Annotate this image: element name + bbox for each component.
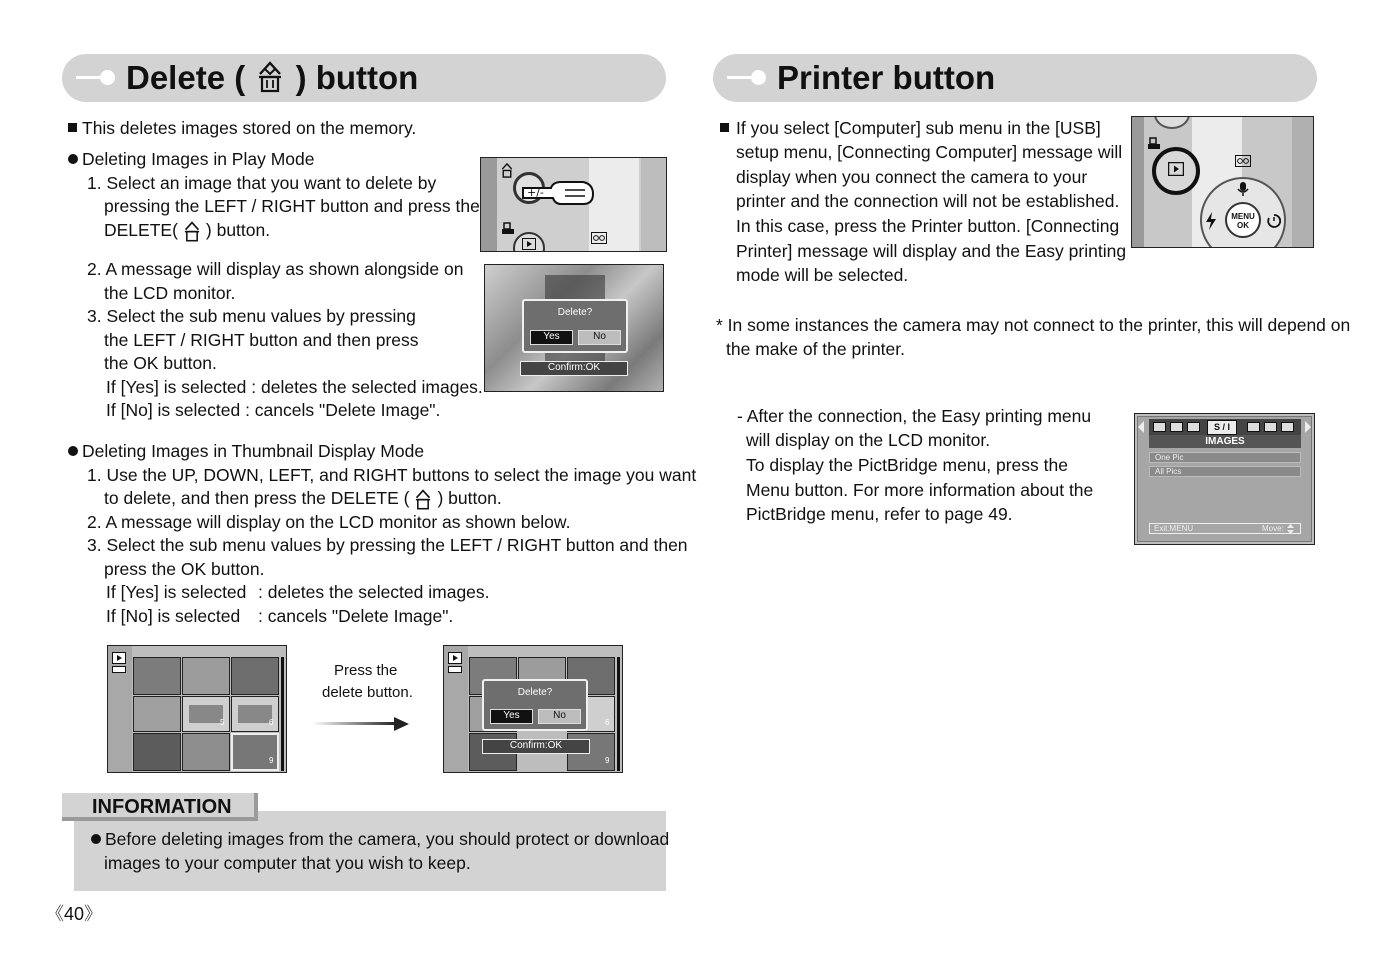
no-button: No (578, 330, 621, 345)
lcd-thumbnail-screen (107, 645, 287, 773)
play-icon (1168, 162, 1184, 176)
intro-line (68, 116, 416, 140)
thumb-cell (182, 657, 230, 695)
menu-label: MENU (1231, 212, 1255, 221)
intro-text: This deletes images stored on the memory. (82, 118, 417, 138)
title-part-a: Delete ( (126, 59, 246, 96)
play-mode-heading-text: Deleting Images in Play Mode (82, 149, 315, 169)
thumb-no-desc: : cancels "Delete Image". (258, 606, 454, 626)
camera-edge (1132, 117, 1144, 248)
printer-icon (501, 222, 515, 236)
play-icon (522, 238, 536, 250)
printer-p1-line: display when you connect the camera to your (736, 167, 1088, 187)
delete-section-banner (62, 54, 666, 102)
play-step1-line3b: ) button. (205, 220, 271, 240)
thumb-step2: 2. A message will display on the LCD monitor as shown below. (87, 512, 571, 532)
yes-button: Yes (490, 709, 533, 724)
printer-p1-line0 (720, 116, 734, 140)
thumb-scrollbar (617, 657, 620, 771)
lcd-easy-print-menu (1134, 413, 1315, 545)
printer-section-banner (713, 54, 1317, 102)
thumb-cell (231, 657, 279, 695)
up-down-arrow-icon (1287, 524, 1294, 534)
tv-icon (1235, 155, 1251, 167)
move-hint: Move: (1262, 524, 1284, 533)
banner-dash (76, 76, 102, 79)
menu-item-one-pic: One Pic (1149, 452, 1301, 463)
thumb-cell (133, 696, 181, 732)
camera-body-right (641, 158, 667, 252)
thumb-step1-line2a: to delete, and then press the DELETE ( (104, 488, 410, 508)
thumb-trash-placeholder (238, 705, 272, 723)
press-caption-line1: Press the (334, 662, 398, 679)
thumb-step3-line1: 3. Select the sub menu values by pressing the LEFT / RIGHT button and then (87, 535, 688, 555)
printer-p1-line: printer and the connection will not be established. (736, 191, 1120, 211)
banner-dot (100, 70, 115, 85)
play-no-line: If [No] is selected : cancels "Delete Image". (106, 400, 441, 420)
thumb-step1-line1: 1. Use the UP, DOWN, LEFT, and RIGHT buttons to select the image you want (87, 465, 697, 485)
play-step3-line1: 3. Select the sub menu values by pressing (87, 306, 416, 326)
play-icon (112, 652, 126, 664)
no-button: No (538, 709, 581, 724)
thumb-step3-line2: press the OK button. (104, 559, 265, 579)
information-label: INFORMATION (92, 796, 232, 818)
tab-left-arrow-icon (1138, 421, 1144, 433)
play-step3-line3: the OK button. (104, 353, 217, 373)
thumb-number: 9 (605, 756, 610, 765)
printer-p1-line: mode will be selected. (736, 265, 909, 285)
thumb-cell-selected (231, 733, 279, 771)
printer-p1-line: setup menu, [Connecting Computer] message will (736, 142, 1123, 162)
arrow-right-icon (312, 716, 410, 732)
microphone-icon (1237, 181, 1249, 197)
printer-p2-line: will display on the LCD monitor. (746, 430, 991, 450)
dialog-title: Delete? (557, 307, 593, 318)
thumb-number: 6 (605, 718, 610, 727)
mode-tab-icon (1153, 422, 1166, 432)
mode-tab-icon (1247, 422, 1260, 432)
upper-button (1154, 116, 1190, 129)
mode-tab-selected: S / I (1207, 420, 1237, 435)
printer-p2-line: Menu button. For more information about the (746, 480, 1094, 500)
thumb-yes-desc: : deletes the selected images. (258, 582, 490, 602)
thumb-number: 6 (269, 718, 274, 727)
thumb-yes-label: If [Yes] is selected (106, 582, 247, 602)
printer-p2-line: - After the connection, the Easy printing menu (737, 406, 1092, 426)
thumb-scrollbar (281, 657, 284, 771)
thumb-cell (133, 733, 181, 771)
trash-icon (182, 220, 202, 242)
thumb-cell (133, 657, 181, 695)
exit-hint: Exit:MENU (1154, 524, 1194, 533)
printer-p2-line: To display the PictBridge menu, press the (746, 455, 1068, 475)
mode-tab-icon (1170, 422, 1183, 432)
tv-icon (591, 232, 607, 244)
round-bullet (68, 154, 78, 164)
trash-icon (413, 488, 433, 510)
banner-dot (751, 70, 766, 85)
hand-icon (521, 176, 595, 210)
confirm-hint: Confirm:OK (520, 361, 628, 376)
title-part-b: ) button (295, 59, 419, 96)
battery-icon (112, 666, 126, 673)
battery-icon (448, 666, 462, 673)
menu-header: IMAGES (1149, 435, 1301, 448)
dialog-title: Delete? (517, 687, 553, 698)
delete-section-title (126, 58, 418, 98)
information-line1 (91, 827, 669, 851)
round-bullet (68, 446, 78, 456)
thumb-number: 9 (269, 756, 274, 765)
trash-icon (256, 59, 284, 93)
trash-icon (499, 162, 515, 178)
self-timer-icon (1266, 213, 1282, 229)
camera-edge (481, 158, 497, 252)
camera-printer-button-figure (1131, 116, 1314, 248)
banner-dash (727, 76, 753, 79)
delete-dialog (482, 679, 588, 731)
thumb-mode-heading (68, 439, 424, 463)
play-step1-line1: 1. Select an image that you want to delete by (87, 173, 437, 193)
flash-icon (1204, 211, 1218, 231)
delete-dialog (522, 299, 628, 353)
lcd-thumbnail-delete-screen (443, 645, 623, 773)
page-number: 《40》 (46, 904, 103, 924)
tab-right-arrow-icon (1305, 421, 1311, 433)
play-yes-line: If [Yes] is selected : deletes the selected images. (106, 377, 483, 397)
printer-note-line2: the make of the printer. (726, 339, 905, 359)
svg-text:+/-: +/- (527, 186, 544, 199)
mode-tab-icon (1187, 422, 1200, 432)
press-caption-line2: delete button. (322, 684, 413, 701)
printer-p1-line: Printer] message will display and the Easy printing (736, 241, 1127, 261)
menu-item-all-pics: All Pics (1149, 466, 1301, 477)
thumb-cell (182, 733, 230, 771)
camera-body-right (1292, 117, 1314, 248)
ok-label: OK (1237, 221, 1249, 230)
mode-tab-icon (1264, 422, 1277, 432)
square-bullet (720, 123, 729, 132)
confirm-hint: Confirm:OK (482, 739, 590, 754)
play-step1-line2: pressing the LEFT / RIGHT button and press the (104, 196, 480, 216)
yes-button: Yes (530, 330, 573, 345)
printer-p1-line: If you select [Computer] sub menu in the [USB] (736, 118, 1101, 138)
thumb-step1-line2b: ) button. (437, 488, 502, 508)
square-bullet (68, 123, 77, 132)
thumb-number: 5 (220, 718, 225, 727)
information-line1-text: Before deleting images from the camera, you should protect or download (105, 829, 670, 849)
thumb-trash-placeholder (189, 705, 223, 723)
printer-p2-line: PictBridge menu, refer to page 49. (746, 504, 1013, 524)
play-icon (448, 652, 462, 664)
mode-tab-icon (1281, 422, 1294, 432)
printer-icon (1147, 137, 1161, 151)
thumb-step1-line2 (104, 486, 502, 510)
play-step1-line3 (104, 218, 270, 242)
round-bullet (91, 834, 101, 844)
play-step2-line2: the LCD monitor. (104, 283, 236, 303)
thumb-mode-heading-text: Deleting Images in Thumbnail Display Mode (82, 441, 425, 461)
information-line2: images to your computer that you wish to keep. (104, 853, 471, 873)
information-tab (62, 793, 258, 821)
printer-section-title: Printer button (777, 59, 996, 96)
printer-note-line1: * In some instances the camera may not connect to the printer, this will depend on (716, 315, 1351, 335)
play-step1-line3a: DELETE( (104, 220, 178, 240)
play-step3-line2: the LEFT / RIGHT button and then press (104, 330, 419, 350)
lcd-delete-screen-play (484, 264, 664, 392)
play-step2-line1: 2. A message will display as shown alongside on (87, 259, 464, 279)
camera-delete-button-figure (480, 157, 667, 252)
thumb-no-label: If [No] is selected (106, 606, 241, 626)
printer-p1-line: In this case, press the Printer button. [Connecting (736, 216, 1120, 236)
play-mode-heading (68, 147, 314, 171)
